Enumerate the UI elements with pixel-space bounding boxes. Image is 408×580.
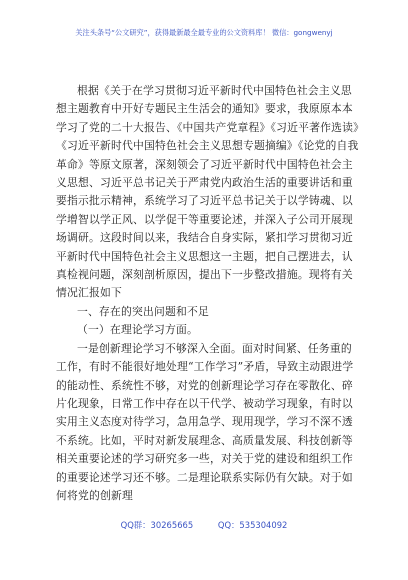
page-header-notice: 关注头条号“公文研究”，获得最新最全最专业的公文资料库！ 微信：gongwenyj: [75, 28, 333, 37]
body-paragraph: 一是创新理论学习不够深入全面。面对时间紧、任务重的工作，有时不能很好地处理“工作学习”矛盾，导致主动跟进学的能动性、系统性不够，对党的创新理论学习存在零散化、碎片化现象，日常工作中存在以干代学、被动学习现象，有时以实用主义态度对待学习，急用急学、现用现学，学习不深不透不系统。比如，平时对新发展理念、高质量发展、科技创新等相关重要论述的学习研究多一些，对关于党的建设和组织工作的重要论述学习还不够。二是理论联系实际仍有欠缺。对于如何将党的创新理: [56, 341, 354, 502]
subsection-heading: （一）在理论学习方面。: [77, 323, 198, 337]
section-heading: 一、存在的突出问题和不足: [77, 304, 209, 318]
intro-paragraph: 根据《关于在学习贯彻习近平新时代中国特色社会主义思想主题教育中开好专题民主生活会的通知》要求，我原原本本学习了党的二十大报告、《中国共产党章程》《习近平著作选读》《习近平新时代中国特色社会主义思想专题摘编》《论党的自我革命》等原文原著，深刻领会了习近平新时代中国特色社会主义思想、习近平总书记关于严肃党内政治生活的重要讲话和重要指示批示精神，系统学习了习近平总书记关于以学铸魂、以学增智以学正风、以学促干等重要论述，并深入子公司开展现场调研。这段时间以来，我结合自身实际，紧扣学习贯彻习近平新时代中国特色社会主义思想这一主题，把自己摆进去，认真检视问题，深刻剖析原因，提出下一步整改措施。现将有关情况汇报如下: [56, 84, 359, 300]
page-footer: [0, 519, 408, 531]
document-body: [56, 82, 360, 505]
qq-label: QQ：535304092: [217, 520, 288, 530]
qq-group-label: QQ群：30265665: [120, 520, 194, 530]
